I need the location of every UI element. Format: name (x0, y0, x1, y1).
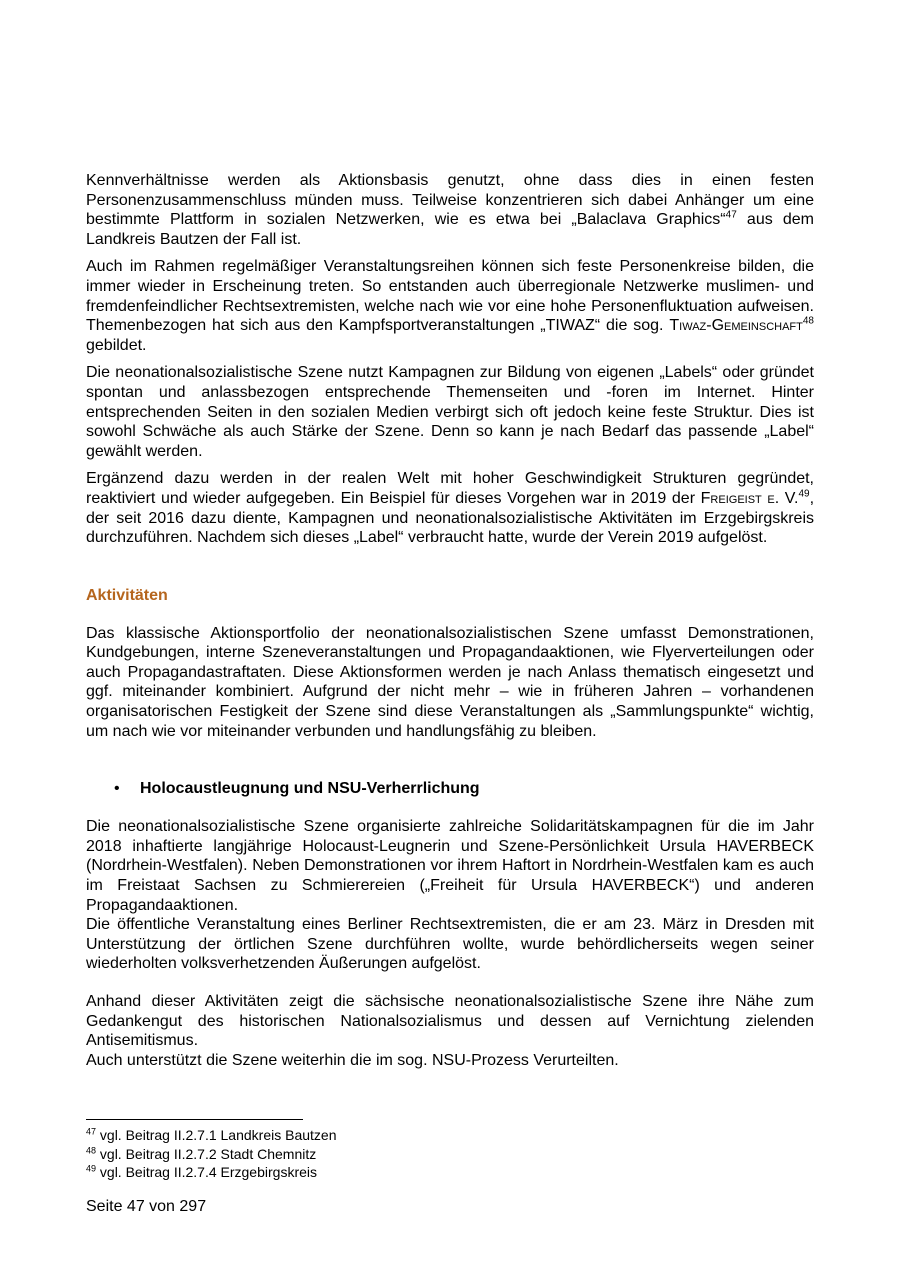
org-name-freigeist: Freigeist e. V. (700, 489, 799, 507)
org-name-tiwaz: Tiwaz-Gemeinschaft (669, 317, 803, 335)
paragraph-veranstaltungsreihen: Auch im Rahmen regelmäßiger Veranstaltungsreihen können sich feste Personenkreise bilden, die immer wieder in Erscheinung treten. So entstanden auch überregionale Netzwerke muslimen- und fremdenfeindlicher Rechtsextremisten, welche nach wie vor eine hohe Personenfluktuation aufweisen. Themenbezogen hat sich aus den Kampfsportveranstaltungen „TIWAZ“ die sog. Tiwaz-Gemeinschaft$^{48}$ gebildet. (86, 258, 814, 354)
paragraph-solidaritaetskampagnen: Die neonationalsozialistische Szene organisierte zahlreiche Solidaritätskampagnen für die im Jahr 2018 inhaftierte langjährige Holocaust-Leugnerin und Szene-Persönlichkeit Ursula HAVERBECK (Nordrhein-Westfalen). Neben Demonstrationen vor ihrem Haftort in Nordrhein-Westfalen kam es auch im Freistaat Sachsen zu Schmierereien („Freiheit für Ursula HAVERBECK“) und anderen Propagandaaktionen. (86, 818, 814, 914)
paragraph-strukturen: Ergänzend dazu werden in der realen Welt mit hoher Geschwindigkeit Strukturen gegründet, reaktiviert und wieder aufgegeben. Ein Beispiel für dieses Vorgehen war in 2019 der Freigeist e. V.$^{49}$, der seit 2016 dazu diente, Kampagnen und neonationalsozialistische Aktivitäten im Erzgebirgskreis durchzuführen. Nachdem sich dieses „Label“ verbraucht hatte, wurde der Verein 2019 aufgelöst. (86, 470, 815, 547)
footnote-47: $^{47}$ vgl. Beitrag II.2.7.1 Landkreis Bautzen (86, 1126, 337, 1143)
footnotes (86, 1126, 814, 1182)
footnote-ref-49[interactable]: 49 (798, 488, 810, 500)
footnote-divider (86, 1119, 303, 1120)
paragraph-antisemitismus: Anhand dieser Aktivitäten zeigt die sächsische neonationalsozialistische Szene ihre Nähe zum Gedankengut des historischen Nationalsozialismus und dessen auf Vernichtung zielenden Antisemitismus. (86, 993, 814, 1050)
paragraph-aktionsportfolio: Das klassische Aktionsportfolio der neonationalsozialistischen Szene umfasst Demonstrationen, Kundgebungen, interne Szeneveranstaltungen und Propagandaaktionen, wie Flyerverteilungen oder auch Propagandastraftaten. Diese Aktionsformen werden je nach Anlass thematisch eingesetzt und ggf. miteinander kombiniert. Aufgrund der nicht mehr – wie in früheren Jahren – vorhandenen organisatorischen Festigkeit der Szene sind diese Veranstaltungen als „Sammlungspunkte“ wichtig, um nach wie vor miteinander verbunden und handlungsfähig zu bleiben. (86, 624, 814, 740)
footnote-ref-48[interactable]: 48 (802, 315, 814, 327)
paragraph-kennverhaeltnisse: Kennverhältnisse werden als Aktionsbasis genutzt, ohne dass dies in einen festen Personenzusammenschluss münden muss. Teilweise konzentrieren sich dabei Anhänger um eine bestimmte Plattform in sozialen Netzwerken, wie es etwa bei „Balaclava Graphics“$^{47}$ aus dem Landkreis Bautzen der Fall ist. (86, 172, 815, 248)
footnote-48: $^{48}$ vgl. Beitrag II.2.7.2 Stadt Chemnitz (86, 1144, 317, 1162)
page-body (86, 171, 814, 1070)
bullet-heading-holocaustleugnung (86, 779, 814, 799)
bullet-heading-label: Holocaustleugnung und NSU-Verherrlichung (140, 780, 480, 798)
bullet-icon: • (114, 780, 120, 798)
paragraph-veranstaltung-dresden: Die öffentliche Veranstaltung eines Berliner Rechtsextremisten, die er am 23. März in Dresden mit Unterstützung der örtlichen Szene durchführen wollte, wurde behördlicherseits wegen seiner wiederholten volksverhetzenden Äußerungen aufgelöst. (86, 916, 814, 973)
section-heading-aktivitaeten: Aktivitäten (86, 586, 168, 604)
paragraph-nsu-prozess: Auch unterstützt die Szene weiterhin die im sog. NSU-Prozess Verurteilten. (86, 1051, 619, 1069)
footnote-ref-47[interactable]: 47 (725, 209, 737, 221)
footnote-49: $^{49}$ vgl. Beitrag II.2.7.4 Erzgebirgskreis (86, 1163, 318, 1180)
page-number: Seite 47 von 297 (86, 1198, 207, 1215)
paragraph-kampagnen: Die neonationalsozialistische Szene nutzt Kampagnen zur Bildung von eigenen „Labels“ oder gründet spontan und anlassbezogen entsprechende Themenseiten und -foren im Internet. Hinter entsprechenden Seiten in den sozialen Medien verbirgt sich oft jedoch keine feste Struktur. Dies ist sowohl Schwäche als auch Stärke der Szene. Denn so kann je nach Bedarf das passende „Label“ gewählt werden. (86, 364, 814, 460)
